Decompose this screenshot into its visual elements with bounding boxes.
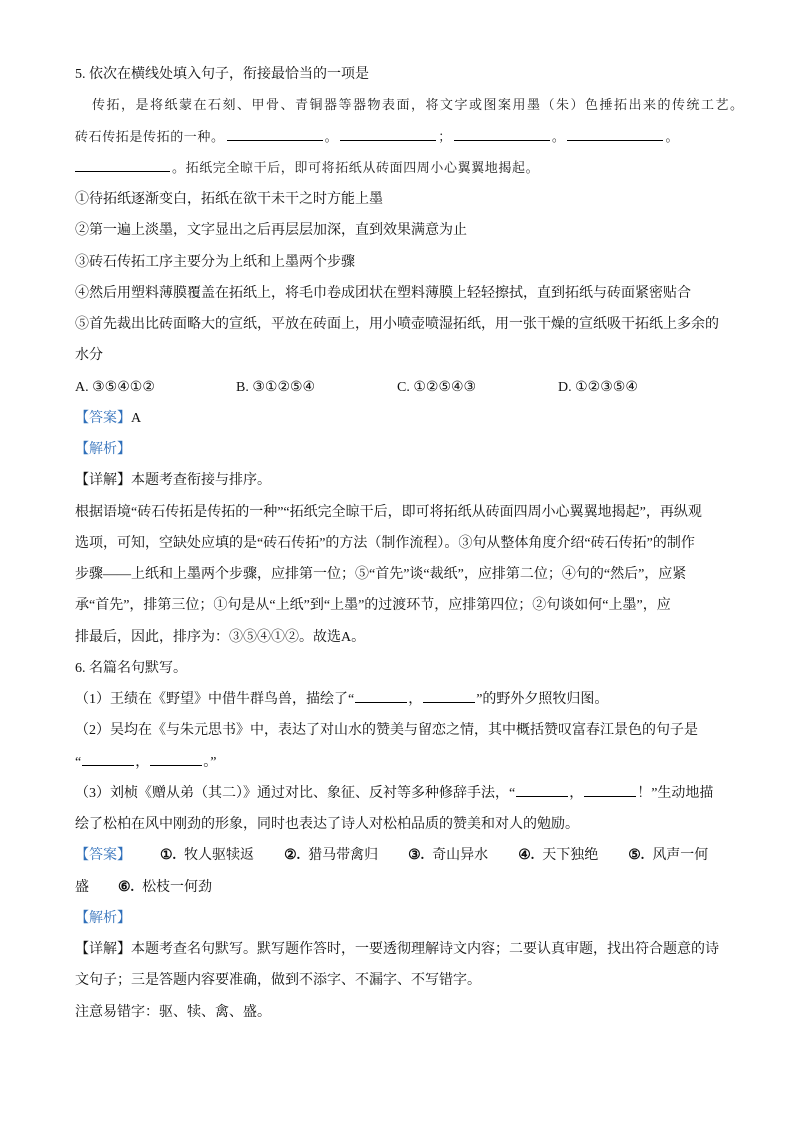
passage-punct: 。	[324, 129, 339, 145]
answer-item	[628, 840, 708, 871]
answer-item	[408, 840, 488, 871]
detail-tag: 【详解】	[75, 473, 131, 489]
detail-text: 本题考查名句默写。默写题作答时，一要透彻理解诗文内容；二要认真审题，找出符合题意的诗	[131, 942, 719, 957]
explanation-line	[75, 559, 785, 590]
answer-item	[160, 840, 254, 871]
question-5-title	[75, 59, 785, 90]
fill-blank	[75, 159, 170, 172]
fill-blank	[355, 690, 407, 703]
explanation-line	[75, 590, 785, 621]
passage-punct: 。	[665, 129, 680, 145]
q6-item-1	[75, 684, 785, 715]
answer-text: 牧人驱犊返	[184, 848, 255, 864]
fill-blank	[340, 128, 436, 141]
answer-text: 奇山异水	[432, 848, 489, 864]
sentence-option-2	[75, 215, 785, 246]
answer-text: 天下独绝	[542, 848, 599, 864]
passage-line-2	[75, 122, 785, 153]
explanation-text: 根据语境“砖石传拓是传拓的一种”“拓纸完全晾干后，即可将拓纸从砖面四周小心翼翼地揭起”，再纵观	[75, 504, 702, 520]
fill-blank	[82, 753, 134, 766]
q6-answer-line-1	[75, 840, 785, 871]
answer-number: ④.	[518, 848, 535, 864]
sentence-text: ④然后用塑料薄膜覆盖在拓纸上，将毛巾卷成团状在塑料薄膜上轻轻擦拭，直到拓纸与砖面紧密贴合	[75, 285, 691, 301]
detail-tag: 【详解】	[75, 942, 131, 957]
answer-text: 松枝一何劲	[142, 879, 213, 895]
fill-blank	[150, 753, 202, 766]
sentence-option-5-cont	[75, 340, 785, 371]
passage-punct: ；	[438, 129, 452, 145]
analysis-tag: 【解析】	[75, 910, 131, 926]
choice-d: D. ①②③⑤④	[558, 379, 638, 395]
fill-blank	[423, 690, 475, 703]
choice-c: C. ①②⑤④③	[397, 379, 477, 395]
item-punct: ，	[569, 785, 584, 801]
answer-item	[118, 872, 212, 903]
answer-number: ⑥.	[118, 879, 135, 895]
sentence-text: ②第一遍上淡墨，文字显出之后再层层加深，直到效果满意为止	[75, 223, 467, 239]
sentence-text: ⑤首先裁出比砖面略大的宣纸，平放在砖面上，用小喷壶喷湿拓纸，用一张干燥的宣纸吸干拓纸上多余的	[75, 317, 719, 332]
choice-b: B. ③①②⑤④	[236, 379, 316, 395]
fill-blank	[516, 784, 568, 797]
item-punct: ，	[408, 692, 423, 707]
item-text: （2）吴均在《与朱元思书》中，表达了对山水的赞美与留恋之情，其中概括赞叹富春江景色的句子是	[75, 723, 698, 739]
answer-text: 猎马带禽归	[308, 848, 379, 864]
analysis-line	[75, 434, 785, 465]
question-5-title-text: 5. 依次在横线处填入句子，衔接最恰当的一项是	[75, 67, 369, 82]
explanation-text: 选项，可知，空缺处应填的是“砖石传拓”的方法（制作流程）。③句从整体角度介绍“砖石传拓”的制作	[75, 535, 695, 551]
choice-a: A. ③⑤④①②	[75, 379, 155, 395]
detail-line	[75, 934, 785, 965]
sentence-text: 水分	[75, 348, 103, 364]
item-text: ！”生动地描	[637, 785, 714, 801]
fill-blank	[584, 784, 636, 797]
sentence-option-5	[75, 309, 785, 340]
q6-item-3-cont	[75, 809, 785, 840]
sentence-text: ③砖石传拓工序主要分为上纸和上墨两个步骤	[75, 254, 355, 270]
sentence-text: ①待拓纸逐渐变白，拓纸在欲干未干之时方能上墨	[75, 192, 383, 207]
answer-item	[284, 840, 378, 871]
explanation-line	[75, 528, 785, 559]
item-text: ”的野外夕照牧归图。	[476, 692, 609, 707]
fill-blank	[567, 128, 663, 141]
item-punct: “	[75, 754, 82, 770]
answer-number: ②.	[284, 848, 301, 864]
item-punct: ，	[135, 754, 150, 770]
sentence-option-3	[75, 247, 785, 278]
detail-text: 文句子；三是答题内容要准确，做到不添字、不漏字、不写错字。	[75, 973, 481, 989]
analysis-tag: 【解析】	[75, 442, 131, 457]
answer-number: ⑤.	[628, 848, 645, 864]
q6-item-2-blanks	[75, 747, 785, 778]
explanation-line	[75, 622, 785, 653]
q6-answer-line-2	[75, 872, 785, 903]
answer-value: A	[131, 410, 142, 426]
explanation-text: 步骤——上纸和上墨两个步骤，应排第一位；⑤“首先”谈“裁纸”，应排第二位；④句的“然后”，应紧	[75, 567, 687, 582]
choice-options	[75, 372, 785, 403]
passage-punct: 。	[551, 129, 566, 145]
explanation-text: 承“首先”，排第三位；①句是从“上纸”到“上墨”的过渡环节，应排第四位；②句谈如何“上墨”，应	[75, 598, 671, 614]
passage-line-3	[75, 153, 785, 184]
q6-item-2	[75, 715, 785, 746]
detail-line-cont	[75, 965, 785, 996]
explanation-line	[75, 497, 785, 528]
fill-blank	[227, 128, 323, 141]
exam-page	[75, 59, 785, 1028]
item-text: （3）刘桢《赠从弟（其二）》通过对比、象征、反衬等多种修辞手法，“	[75, 785, 516, 801]
note-line	[75, 997, 785, 1028]
answer-item	[518, 840, 598, 871]
passage-text: 。拓纸完全晾干后，即可将拓纸从砖面四周小心翼翼地揭起。	[172, 160, 540, 176]
answer-tag: 【答案】	[75, 410, 131, 426]
question-6-title-text: 6. 名篇名句默写。	[75, 660, 187, 676]
passage-line-1	[75, 90, 785, 121]
answer-number: ①.	[160, 848, 177, 864]
sentence-option-4	[75, 278, 785, 309]
answer-line	[75, 403, 785, 434]
note-text: 注意易错字：驱、犊、禽、盛。	[75, 1004, 271, 1020]
answer-number: ③.	[408, 848, 425, 864]
detail-text: 本题考查衔接与排序。	[131, 473, 271, 489]
answer-tag: 【答案】	[75, 848, 131, 864]
sentence-option-1	[75, 184, 785, 215]
item-punct: 。”	[203, 754, 217, 770]
item-text: （1）王绩在《野望》中借牛群鸟兽，描绘了“	[75, 692, 355, 707]
answer-text: 盛	[75, 879, 89, 895]
passage-text: 砖石传拓是传拓的一种。	[75, 129, 225, 145]
passage-text: 传拓，是将纸蒙在石刻、甲骨、青铜器等器物表面，将文字或图案用墨（朱）色捶拓出来的传统工艺。	[92, 98, 745, 114]
analysis-line	[75, 903, 785, 934]
question-6-title	[75, 653, 785, 684]
fill-blank	[454, 128, 550, 141]
explanation-text: 排最后，因此，排序为：③⑤④①②。故选A。	[75, 629, 366, 645]
detail-line	[75, 465, 785, 496]
q6-item-3	[75, 778, 785, 809]
item-text: 绘了松柏在风中刚劲的形象，同时也表达了诗人对松柏品质的赞美和对人的勉励。	[75, 817, 579, 832]
answer-text: 风声一何	[652, 848, 709, 864]
